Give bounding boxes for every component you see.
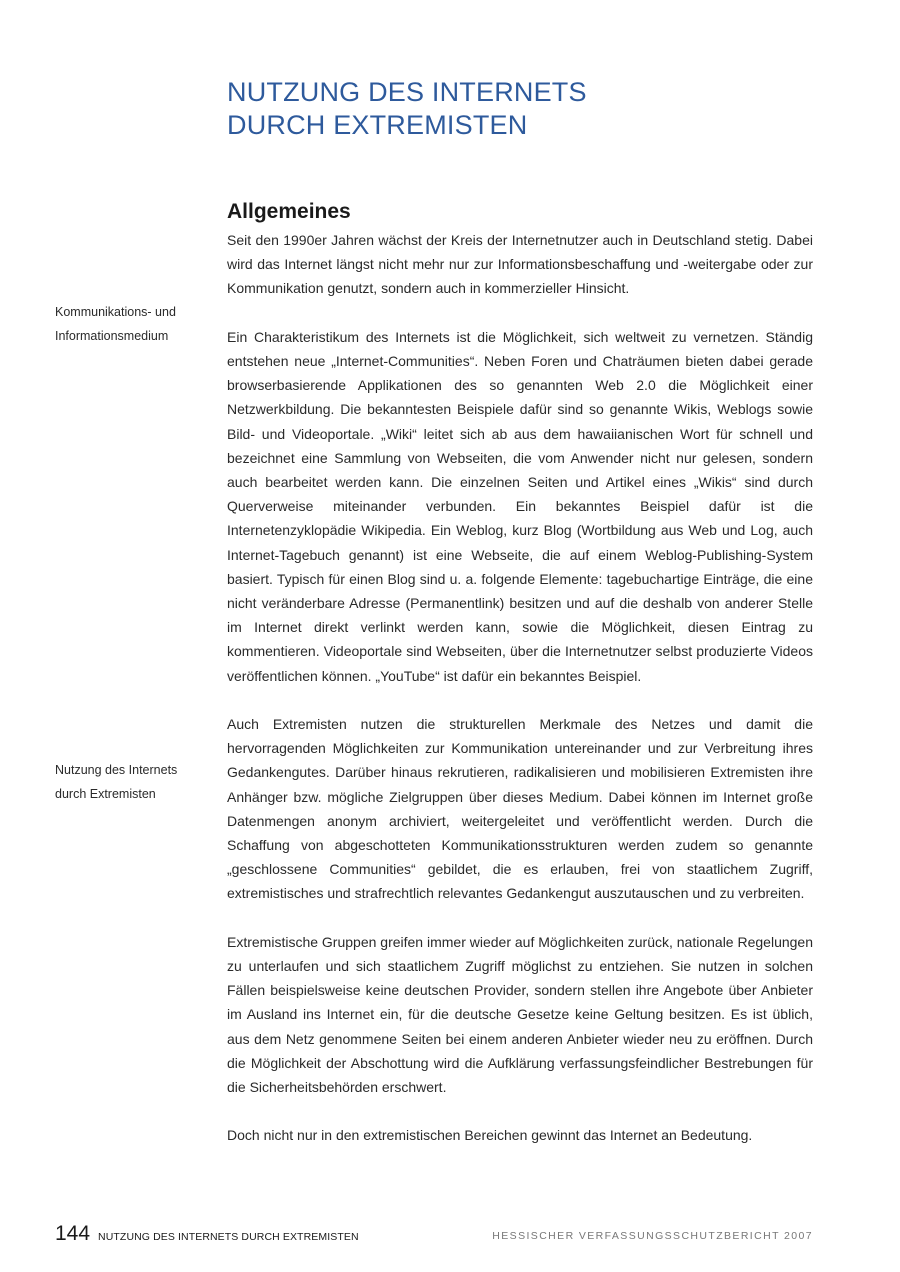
paragraph-extremist-use: Auch Extremisten nutzen die strukturellen Merkmale des Netzes und damit die hervorragenden Möglichkeiten zur Kommunikation untereinander und zur Verbreitung ihres Gedankengutes. Darüber hinaus rekrutieren, radikalisieren und mobilisieren Extremisten ihre Anhänger bzw. mögliche Zielgruppen über dieses Medium. Dabei können im Internet große Datenmengen anonym archiviert, weitergeleitet und veröffentlicht werden. Durch die Schaffung von abgeschotteten Kommunikationsstrukturen werden zudem so genannte „geschlossene Communities“ gebildet, die es erlauben, frei von staatlichem Zugriff, extremistisches und strafrechtlich relevantes Gedankengut auszutauschen und zu verbreiten.	[227, 716, 813, 902]
footer-chapter-title: NUTZUNG DES INTERNETS DURCH EXTREMISTEN	[98, 1231, 359, 1243]
footer-report-title: HESSISCHER VERFASSUNGSSCHUTZBERICHT 2007	[492, 1230, 813, 1242]
marginal-note-line: durch Extremisten	[55, 787, 156, 801]
marginal-note-line: Nutzung des Internets	[55, 763, 178, 777]
footer-left	[55, 1222, 359, 1246]
chapter-title	[227, 76, 587, 142]
body-text	[227, 228, 813, 1172]
section-heading: Allgemeines	[227, 200, 351, 223]
page-number: 144	[55, 1222, 91, 1245]
marginal-note-line: Kommunikations- und	[55, 305, 176, 319]
paragraph-intro: Seit den 1990er Jahren wächst der Kreis der Internetnutzer auch in Deutschland stetig. Dabei wird das Internet längst nicht mehr nur zur Informationsbeschaffung und -weitergabe oder zur Kommunikation genutzt, sondern auch in kommerzieller Hinsicht.	[227, 232, 813, 297]
marginal-note-communication	[55, 300, 205, 348]
paragraph-closing: Doch nicht nur in den extremistischen Bereichen gewinnt das Internet an Bedeutung.	[227, 1127, 753, 1144]
marginal-note-extremist-use	[55, 758, 205, 806]
marginal-note-line: Informationsmedium	[55, 329, 169, 343]
chapter-title-line-2: DURCH EXTREMISTEN	[227, 110, 528, 140]
chapter-title-line-1: NUTZUNG DES INTERNETS	[227, 77, 587, 107]
paragraph-foreign-providers: Extremistische Gruppen greifen immer wieder auf Möglichkeiten zurück, nationale Regelungen zu unterlaufen und sich staatlichem Zugriff möglichst zu entziehen. Sie nutzen in solchen Fällen beispielsweise keine deutschen Provider, sondern stellen ihre Angebote über Anbieter im Ausland ins Internet ein, für die deutsche Gesetze keine Geltung besitzen. Es ist üblich, aus dem Netz genommene Seiten bei einem anderen Anbieter wieder neu zu eröffnen. Durch die Möglichkeit der Abschottung wird die Aufklärung verfassungsfeindlicher Bestrebungen für die Sicherheitsbehörden erschwert.	[227, 933, 813, 1096]
paragraph-communities: Ein Charakteristikum des Internets ist die Möglichkeit, sich weltweit zu vernetzen. Ständig entstehen neue „Internet-Communities“. Neben Foren und Chaträumen bieten dabei gerade browserbasierende Applikationen des so genannten Web 2.0 die Möglichkeit einer Netzwerkbildung. Die bekanntesten Beispiele dafür sind so genannte Wikis, Weblogs sowie Bild- und Videoportale. „Wiki“ leitet sich ab aus dem hawaiianischen Wort für schnell und bezeichnet eine Sammlung von Webseiten, die vom Anwender nicht nur gelesen, sondern auch bearbeitet werden kann. Die einzelnen Seiten und Artikel eines „Wikis“ sind durch Querverweise miteinander verbunden. Ein bekanntes Beispiel dafür ist die Internetenzyklopädie Wikipedia. Ein Weblog, kurz Blog (Wortbildung aus Web und Log, auch Internet-Tagebuch genannt) ist eine Webseite, die auf einem Weblog-Publishing-System basiert. Typisch für einen Blog sind u. a. folgende Elemente: tagebuchartige Einträge, die eine nicht veränderbare Adresse (Permanentlink) besitzen und auf die deshalb von anderer Stelle im Internet direkt verlinkt werden kann, sowie die Möglichkeit, diesen Eintrag zu kommentieren. Videoportale sind Webseiten, über die Internetnutzer selbst produzierte Videos veröffentlichen können. „YouTube“ ist dafür ein bekanntes Beispiel.	[227, 328, 813, 684]
